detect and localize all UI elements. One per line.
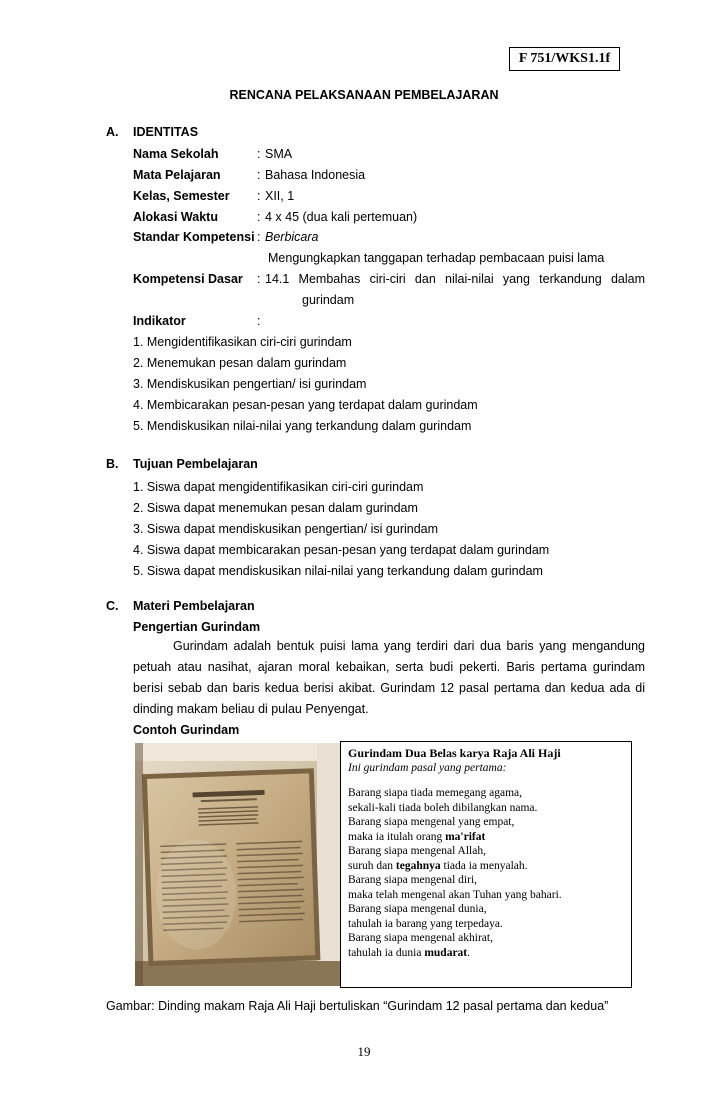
poem-text: suruh dan [348,859,396,872]
value-mata-pelajaran: Bahasa Indonesia [265,168,366,182]
plaque-photo-illustration [135,743,341,986]
colon: : [257,189,261,203]
label-mata-pelajaran: Mata Pelajaran [133,168,221,182]
section-b-heading: Tujuan Pembelajaran [133,457,258,471]
tujuan-item: 1. Siswa dapat mengidentifikasikan ciri-ciri gurindam [133,480,424,494]
poem-line: Barang siapa mengenal Allah, [348,845,486,857]
section-c-letter: C. [106,599,119,613]
form-code: F 751/WKS1.1f [518,51,611,66]
indikator-item: 2. Menemukan pesan dalam gurindam [133,356,347,370]
section-c-heading: Materi Pembelajaran [133,599,255,613]
value-kompetensi-dasar-cont: gurindam [302,293,355,307]
poem-line [348,830,624,845]
poem-text: maka ia itulah orang [348,830,446,843]
poem-bold-word: tegahnya [395,859,441,872]
section-a-heading: IDENTITAS [133,125,199,139]
form-code-box [509,47,620,71]
colon: : [257,168,261,182]
poem-line: Barang siapa mengenal diri, [348,874,478,886]
poem-line: Barang siapa mengenal dunia, [348,903,487,915]
poem-line: Barang siapa mengenal yang empat, [348,816,515,828]
poem-line [348,946,624,961]
subheading-pengertian: Pengertian Gurindam [133,620,261,634]
label-nama-sekolah: Nama Sekolah [133,147,219,161]
poem-line: maka telah mengenal akan Tuhan yang bahari. [348,888,562,901]
colon: : [257,272,261,286]
poem-title: Gurindam Dua Belas karya Raja Ali Haji [348,746,561,760]
section-b-letter: B. [106,457,119,471]
poem-text: . [467,946,471,959]
colon: : [257,147,261,161]
document-title: RENCANA PELAKSANAAN PEMBELAJARAN [229,88,499,102]
colon: : [257,210,261,224]
figure-caption: Gambar: Dinding makam Raja Ali Haji bertuliskan “Gurindam 12 pasal pertama dan kedua” [106,999,609,1013]
indikator-item: 1. Mengidentifikasikan ciri-ciri gurindam [133,335,352,349]
label-indikator: Indikator [133,314,186,328]
poem-bold-word: ma'rifat [445,830,486,843]
colon: : [257,314,261,328]
label-alokasi-waktu: Alokasi Waktu [133,210,218,224]
poem-subtitle: Ini gurindam pasal yang pertama: [348,761,507,774]
label-kelas-semester: Kelas, Semester [133,189,230,203]
standar-kompetensi-detail: Mengungkapkan tanggapan terhadap pembacaan puisi lama [268,251,605,265]
value-kelas-semester: XII, 1 [265,189,295,203]
poem-line: sekali-kali tiada boleh dibilangkan nama. [348,801,538,814]
label-standar-kompetensi: Standar Kompetensi [133,230,255,244]
value-nama-sekolah: SMA [265,147,293,161]
section-a-letter: A. [106,125,119,139]
poem-text: tiada ia menyalah. [440,859,528,872]
poem-line: Barang siapa tiada memegang agama, [348,787,523,799]
indikator-item: 3. Mendiskusikan pengertian/ isi gurindam [133,377,367,391]
tujuan-item: 3. Siswa dapat mendiskusikan pengertian/ isi gurindam [133,522,439,536]
value-standar-kompetensi: Berbicara [265,230,319,244]
poem-line: tahulah ia barang yang terpedaya. [348,917,503,930]
pengertian-text: Gurindam adalah bentuk puisi lama yang terdiri dari dua baris yang mengandung petuah atau nasihat, ajaran moral kebaikan, serta budi pekerti. Baris pertama gurindam berisi sebab dan baris kedua berisi akibat. Gurindam 12 pasal pertama dan kedua ada di dinding makam beliau di pulau Penyengat. [133,639,645,716]
indikator-item: 5. Mendiskusikan nilai-nilai yang terkandung dalam gurindam [133,419,472,433]
tujuan-item: 5. Siswa dapat mendiskusikan nilai-nilai yang terkandung dalam gurindam [133,564,543,578]
label-kompetensi-dasar: Kompetensi Dasar [133,272,243,286]
poem-text: tahulah ia dunia [348,946,425,959]
plaque-photo [135,743,341,986]
page-number: 19 [357,1044,371,1059]
poem-bold-word: mudarat [424,946,468,959]
poem-line [348,859,624,874]
subheading-contoh: Contoh Gurindam [133,723,240,737]
pengertian-paragraph [133,636,645,720]
indikator-item: 4. Membicarakan pesan-pesan yang terdapat dalam gurindam [133,398,478,412]
value-kompetensi-dasar: 14.1 Membahas ciri-ciri dan nilai-nilai yang terkandung dalam [265,272,645,286]
colon: : [257,230,261,244]
tujuan-item: 4. Siswa dapat membicarakan pesan-pesan yang terdapat dalam gurindam [133,543,550,557]
tujuan-item: 2. Siswa dapat menemukan pesan dalam gurindam [133,501,418,515]
value-alokasi-waktu: 4 x 45 (dua kali pertemuan) [265,210,418,224]
poem-line: Barang siapa mengenal akhirat, [348,932,493,944]
poem-box [340,741,632,988]
